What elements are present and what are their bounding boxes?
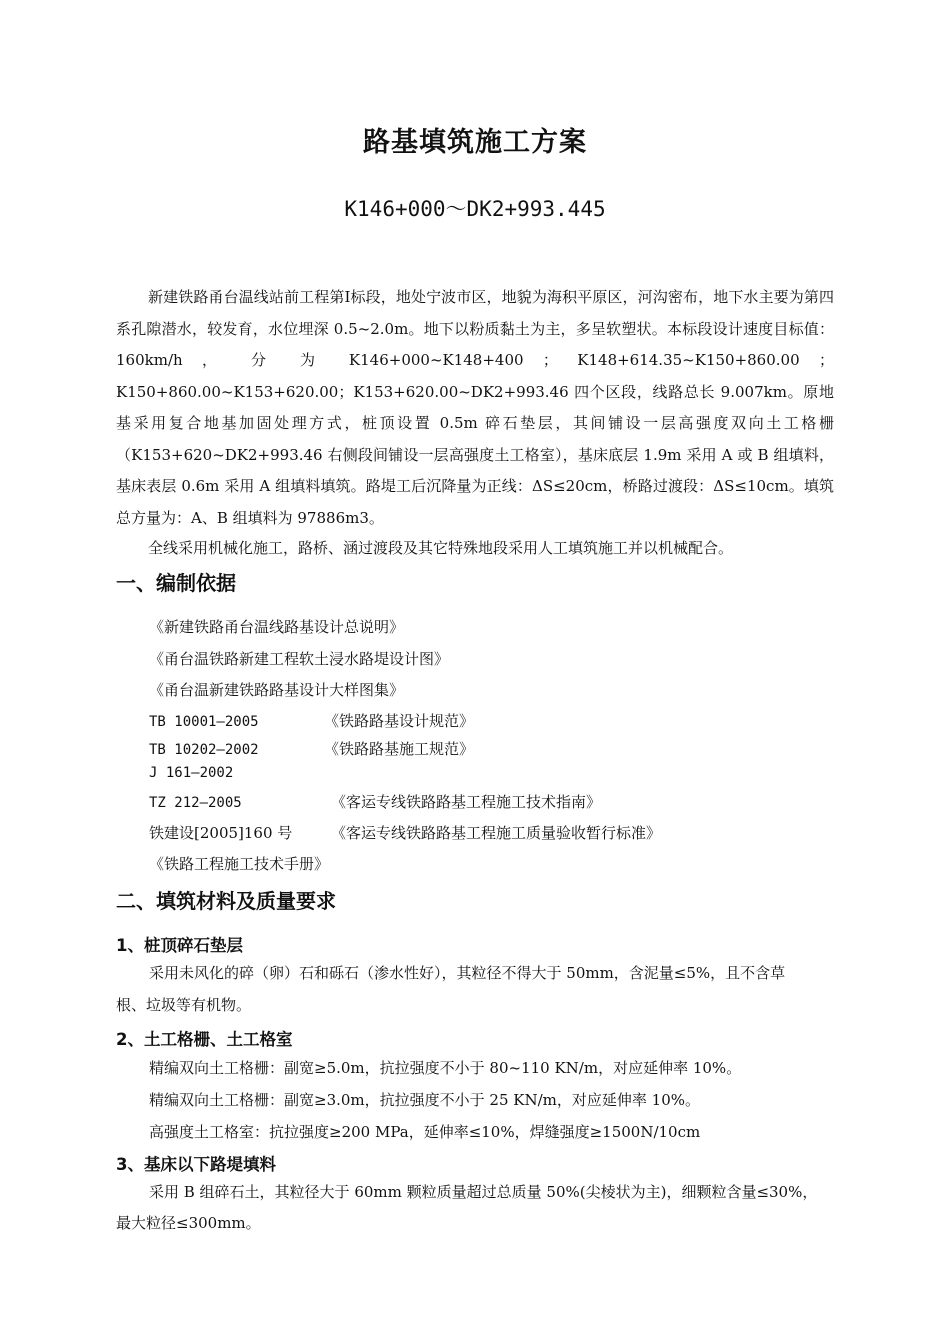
reference-item (149, 822, 661, 843)
reference-name: 《客运专线铁路路基工程施工质量验收暂行标准》 (331, 824, 662, 842)
body-text-line: 精编双向土工格栅：副宽≥5.0m，抗拉强度不小于 80~110 KN/m，对应延伸率 10%。 (149, 1059, 742, 1077)
section-2-heading: 二、填筑材料及质量要求 (116, 889, 336, 913)
body-text-line: 采用 B 组碎石土，其粒径大于 60mm 颗粒质量超过总质量 50%(尖棱状为主)，细颗粒含量≤30%， (149, 1183, 818, 1201)
reference-name: 《铁路路基设计规范》 (324, 712, 475, 730)
body-text-line: 采用未风化的碎（卵）石和砾石（渗水性好），其粒径不得大于 50mm，含泥量≤5%，且不含草 (149, 964, 786, 982)
reference-name: 《甬台温新建铁路路基设计大样图集》 (149, 681, 405, 699)
reference-code: TZ 212—2005 (149, 795, 242, 811)
subsection-heading: 3、基床以下路堤填料 (116, 1155, 276, 1174)
document-subtitle: K146+000～DK2+993.445 (344, 197, 606, 221)
subsection-heading: 1、桩顶碎石垫层 (116, 936, 243, 955)
subsection-heading: 2、土工格栅、土工格室 (116, 1030, 293, 1049)
reference-name: 《新建铁路甬台温线路基设计总说明》 (149, 618, 405, 636)
reference-name: 《铁路工程施工技术手册》 (149, 855, 330, 873)
reference-item (149, 791, 601, 812)
body-text-line: 最大粒径≤300mm。 (116, 1214, 261, 1232)
reference-item (149, 648, 449, 669)
reference-code: TB 10202—2002 (149, 742, 259, 758)
intro-paragraph-2: 全线采用机械化施工，路桥、涵过渡段及其它特殊地段采用人工填筑施工并以机械配合。 (148, 539, 734, 557)
reference-item (149, 710, 474, 731)
section-1-heading: 一、编制依据 (116, 571, 236, 595)
intro-paragraph-1: 新建铁路甬台温线站前工程第Ⅰ标段，地处宁波市区，地貌为海积平原区，河沟密布，地下水主要为第四系孔隙潜水，较发育，水位埋深 0.5~2.0m。地下以粉质黏土为主，多呈软塑状。本标段设计速度目标值： 160km/h ， 分 为 K146+000~K148+400 ； K148+614.35~K150+860.00 ；K150+860.00~K153+620.00；K153+620.00~DK2+993.46 四个区段，线路总长 9.007km。原地基采用复合地基加固处理方式，桩顶设置 0.5m 碎石垫层，其间铺设一层高强度双向土工格栅（K153+620~DK2+993.46 右侧段间铺设一层高强度土工格室），基床底层 1.9m 采用 A 或 B 组填料，基床表层 0.6m 采用 A 组填料填筑。路堤工后沉降量为正线：ΔS≤20cm，桥路过渡段：ΔS≤10cm。填筑总方量为：A、B 组填料为 97886m3。 (116, 288, 834, 527)
reference-name: 《客运专线铁路路基工程施工技术指南》 (331, 793, 602, 811)
reference-item (149, 679, 404, 700)
reference-code: J 161—2002 (149, 765, 234, 781)
reference-item (149, 763, 233, 781)
reference-name: 《铁路路基施工规范》 (324, 740, 475, 758)
body-text-line: 根、垃圾等有机物。 (116, 996, 252, 1014)
body-text-line: 高强度土工格室：抗拉强度≥200 MPa，延伸率≤10%，焊缝强度≥1500N/10cm (149, 1123, 701, 1141)
reference-code: TB 10001—2005 (149, 714, 259, 730)
reference-item (149, 738, 474, 759)
reference-item (149, 616, 404, 637)
reference-item (149, 853, 329, 874)
reference-name: 《甬台温铁路新建工程软土浸水路堤设计图》 (149, 650, 450, 668)
body-text-line: 精编双向土工格栅：副宽≥3.0m，抗拉强度不小于 25 KN/m，对应延伸率 10%。 (149, 1091, 700, 1109)
intro-paragraph-block-2 (116, 533, 834, 565)
document-title: 路基填筑施工方案 (363, 127, 587, 158)
intro-paragraph-block (116, 282, 834, 534)
reference-code: 铁建设[2005]160 号 (149, 824, 293, 842)
